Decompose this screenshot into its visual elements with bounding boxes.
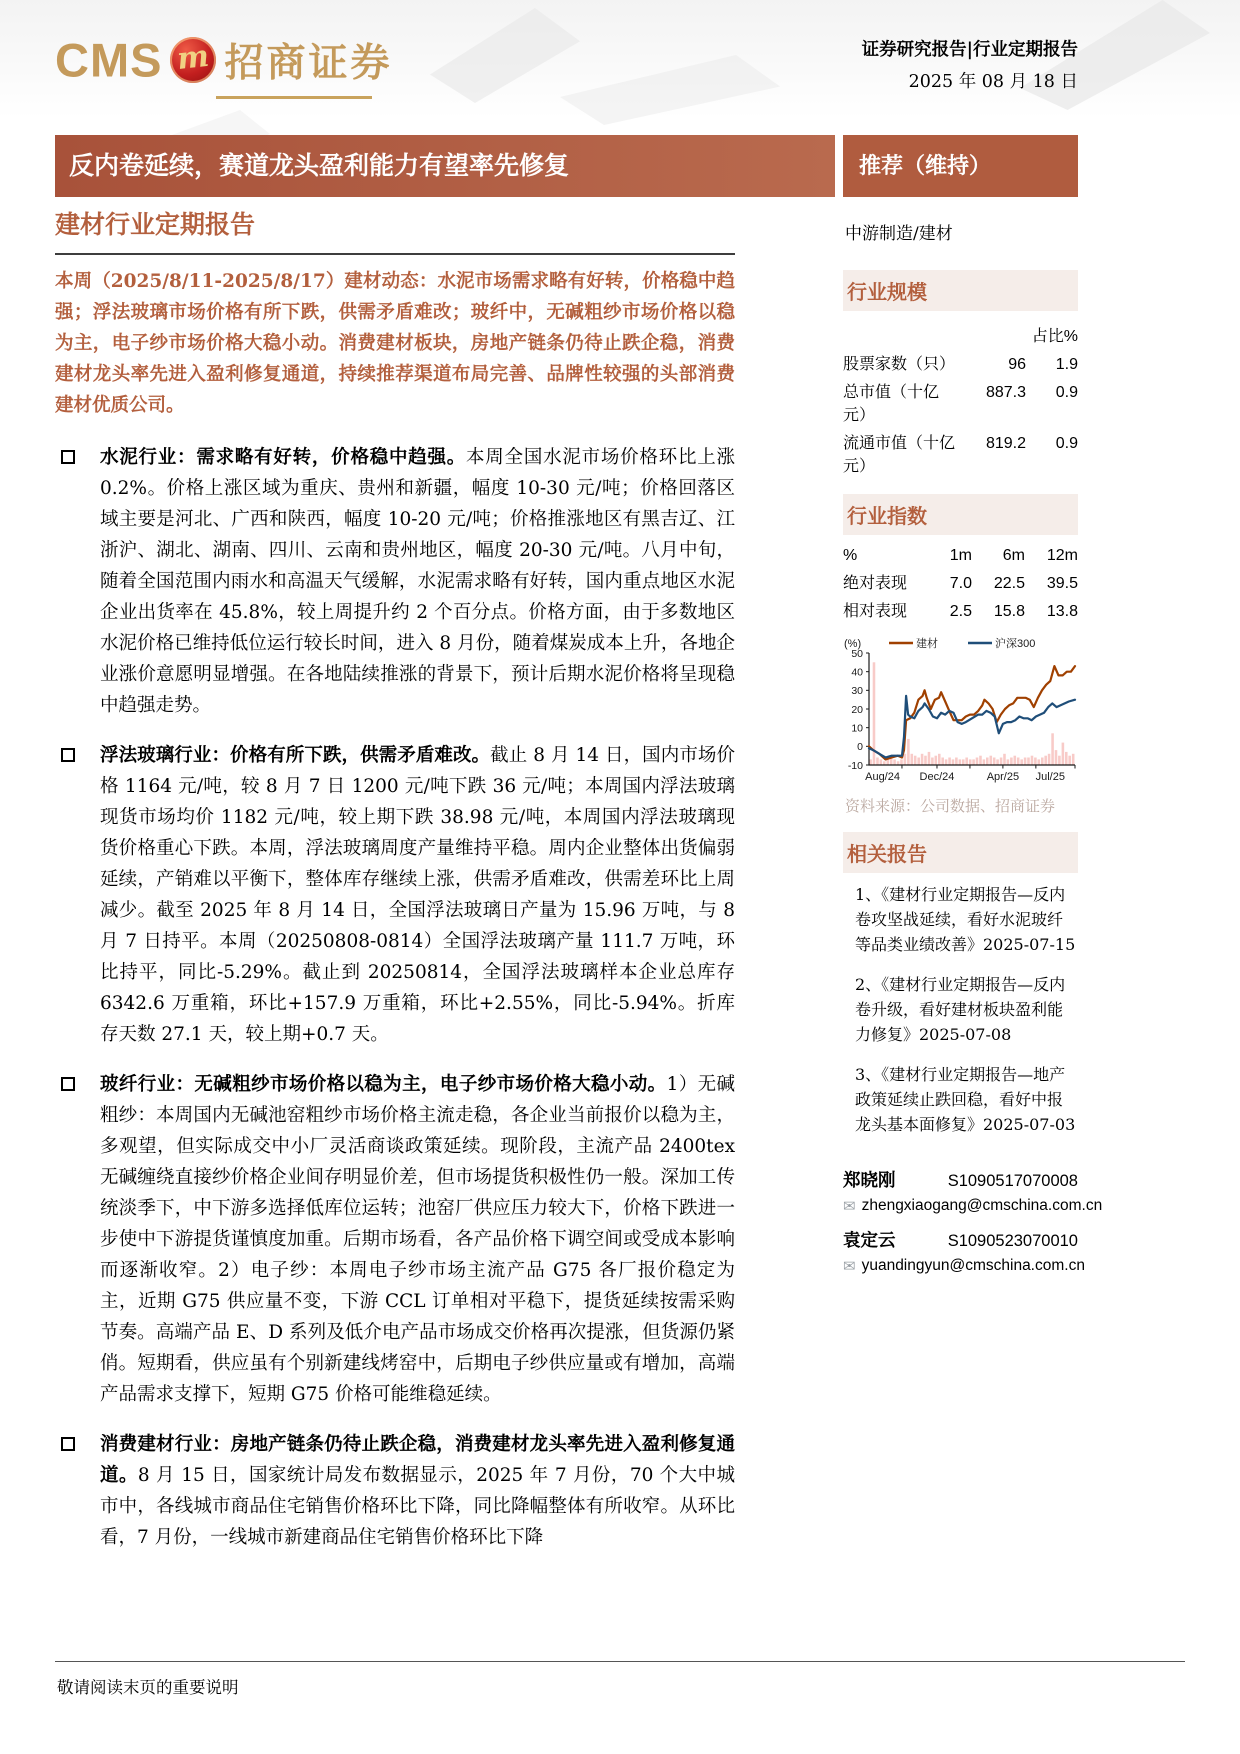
analyst-cert: S1090523070010 <box>947 1232 1078 1250</box>
analyst-row <box>843 1167 1078 1192</box>
analyst-email-row <box>843 1197 1103 1215</box>
svg-text:40: 40 <box>851 666 863 679</box>
sidebar <box>843 203 1103 1275</box>
svg-text:50: 50 <box>851 647 863 660</box>
weekly-summary: 本周（2025/8/11-2025/8/17）建材动态：水泥市场需求略有好转，价格稳中趋强；浮法玻璃市场价格有所下跌，供需矛盾难改；玻纤中，无碱粗纱市场价格以稳为主，电子纱市场价格大稳小动。消费建材板块，房地产链条仍待止跌企稳，消费建材龙头率先进入盈利修复通道，持续推荐渠道布局完善、品牌性较强的头部消费建材优质公司。 <box>55 271 735 416</box>
main-column <box>55 203 735 1650</box>
svg-text:建材: 建材 <box>916 638 938 650</box>
section-body: 1）无碱粗纱：本周国内无碱池窑粗纱市场价格主流走稳，各企业当前报价以稳为主，多观望，但实际成交中小厂灵活商谈政策延续。现阶段，主流产品 2400tex 无碱缠绕直接纱价格企业间存明显价差，但市场提货积极性仍一般。深加工传统淡季下，中下游多选择低库位运转；池窑厂供应压力较大下，价格下跌进一步使中下游提货谨慎度加重。后期市场看，各产品价格下调空间或受成本影响而逐渐收窄。2）电子纱：本周电子纱市场主流产品 G75 各厂报价稳定为主，近期 G75 供应量不变，下游 CCL 订单相对平稳下，提货延续按需采购节奏。高端产品 E、D 系列及低介电产品市场成交价格再次提涨，但货源仍紧俏。短期看，供应虽有个别新建线烤窑中，后期电子纱供应量或有增加，高端产品需求支撑下，短期 G75 价格可能维稳延续。 <box>100 1074 735 1405</box>
svg-text:(%): (%) <box>844 638 862 650</box>
analyst-cert: S1090517070008 <box>947 1172 1078 1190</box>
analyst-name: 袁定云 <box>843 1231 896 1251</box>
logo-underline <box>216 96 372 99</box>
section-title: 消费建材行业：房地产链条仍待止跌企稳，消费建材龙头率先进入盈利修复通道。 <box>100 1434 735 1486</box>
svg-text:沪深300: 沪深300 <box>995 638 1036 650</box>
related-reports-heading: 相关报告 <box>843 832 1078 873</box>
svg-text:-10: -10 <box>847 759 863 772</box>
brand-name: 招商证券 <box>224 40 393 86</box>
footer-note: 敬请阅读末页的重要说明 <box>57 1678 239 1697</box>
table-header-row: % 1m 6m 12m <box>843 546 1078 564</box>
bullet-square-icon <box>61 450 75 464</box>
section-consumer-materials <box>55 1429 735 1553</box>
table-row: 总市值（十亿元） 887.3 0.9 <box>843 381 1078 424</box>
industry-scale-heading: 行业规模 <box>843 270 1078 311</box>
svg-text:0: 0 <box>857 741 863 754</box>
analyst-email[interactable]: yuandingyun@cmschina.com.cn <box>861 1257 1085 1274</box>
cms-logo <box>55 32 392 92</box>
section-title: 浮法玻璃行业：价格有所下跌，供需矛盾难改。 <box>100 745 491 766</box>
analyst-row <box>843 1227 1078 1252</box>
section-body: 本周全国水泥市场价格环比上涨 0.2%。价格上涨区域为重庆、贵州和新疆，幅度 10-30 元/吨；价格回落区域主要是河北、广西和陕西，幅度 10-20 元/吨；价格推涨地区有黑吉辽、江浙沪、湖北、湖南、四川、云南和贵州地区，幅度 20-30 元/吨。八月中旬，随着全国范围内雨水和高温天气缓解，水泥需求略有好转，国内重点地区水泥企业出货率在 45.8%，较上周提升约 2 个百分点。价格方面，由于多数地区水泥价格已维持低位运行较长时间，进入 8 月份，随着煤炭成本上升，各地企业涨价意愿明显增强。在各地陆续推涨的背景下，预计后期水泥价格将呈现稳中趋强走势。 <box>100 447 735 716</box>
report-item: 2、《建材行业定期报告—反内卷升级，看好建材板块盈利能力修复》2025-07-08 <box>855 975 1066 1044</box>
analyst-email-row <box>843 1257 1085 1275</box>
section-body: 8 月 15 日，国家统计局发布数据显示，2025 年 7 月份，70 个大中城市中，各线城市商品住宅销售价格环比下降，同比降幅整体有所收窄。从环比看，7 月份，一线城市新建商品住宅销售价格环比下降 <box>100 1465 735 1548</box>
table-row: 流通市值（十亿元） 819.2 0.9 <box>843 432 1078 475</box>
section-body: 截止 8 月 14 日，国内市场价格 1164 元/吨，较 8 月 7 日 1200 元/吨下跌 36 元/吨；本周国内浮法玻璃现货市场均价 1182 元/吨，较上期下跌 38.98 元/吨，本周国内浮法玻璃现货价格重心下跌。本周，浮法玻璃周度产量维持平稳。周内企业整体出货偏弱延续，产销难以平衡下，整体库存继续上涨，供需矛盾难改，供需差环比上周减少。截至 2025 年 8 月 14 日，全国浮法玻璃日产量为 15.96 万吨，与 8 月 7 日持平。本周（20250808-0814）全国浮法玻璃产量 111.7 万吨，环比持平，同比-5.29%。截止到 20250814，全国浮法玻璃样本企业总库存 6342.6 万重箱，环比+157.9 万重箱，环比+2.55%，同比-5.94%。折库存天数 27.1 天，较上期+0.7 天。 <box>100 745 735 1045</box>
section-fiberglass <box>55 1069 735 1410</box>
footer-divider <box>55 1661 1185 1662</box>
svg-text:Aug/24: Aug/24 <box>865 771 900 783</box>
section-title: 水泥行业：需求略有好转，价格稳中趋强。 <box>100 447 467 468</box>
performance-chart <box>843 637 1078 791</box>
email-icon: ✉ <box>843 1198 856 1215</box>
table-row: 绝对表现 7.0 22.5 39.5 <box>843 572 1078 592</box>
cms-emblem-icon: m <box>170 37 216 83</box>
svg-text:30: 30 <box>851 685 863 698</box>
section-title: 玻纤行业：无碱粗纱市场价格以稳为主，电子纱市场价格大稳小动。 <box>100 1074 667 1095</box>
industry-index-table <box>843 544 1078 623</box>
report-title-banner: 反内卷延续，赛道龙头盈利能力有望率先修复 <box>55 135 835 197</box>
sector-label: 中游制造/建材 <box>845 224 953 244</box>
bullet-square-icon <box>61 748 75 762</box>
svg-text:Apr/25: Apr/25 <box>986 771 1020 783</box>
report-subtitle: 建材行业定期报告 <box>55 210 256 239</box>
analysts-block <box>843 1167 1103 1275</box>
svg-text:Jul/25: Jul/25 <box>1035 771 1065 783</box>
rating-badge: 推荐（维持） <box>843 135 1078 197</box>
col-header-pct: 占比% <box>1031 327 1078 345</box>
industry-index-heading: 行业指数 <box>843 494 1078 535</box>
analyst-name: 郑晓刚 <box>843 1171 896 1191</box>
report-date: 2025 年 08 月 18 日 <box>908 72 1078 92</box>
industry-scale-table <box>843 320 1078 478</box>
bullet-square-icon <box>61 1437 75 1451</box>
related-reports-list <box>843 882 1078 1137</box>
table-row: 股票家数（只） 96 1.9 <box>843 353 1078 373</box>
section-cement <box>55 442 735 721</box>
report-type: 证券研究报告|行业定期报告 <box>861 40 1078 60</box>
bullet-square-icon <box>61 1077 75 1091</box>
email-icon: ✉ <box>843 1258 856 1275</box>
svg-text:10: 10 <box>851 722 863 735</box>
chart-source-note: 资料来源：公司数据、招商证券 <box>845 797 1056 815</box>
cms-logo-text: CMS <box>55 33 163 87</box>
svg-text:Dec/24: Dec/24 <box>919 771 955 783</box>
table-header-row <box>843 320 1078 348</box>
analyst-email[interactable]: zhengxiaogang@cmschina.com.cn <box>861 1197 1103 1214</box>
report-item: 1、《建材行业定期报告—反内卷攻坚战延续，看好水泥玻纤等品类业绩改善》2025-07-15 <box>855 885 1076 954</box>
table-row: 相对表现 2.5 15.8 13.8 <box>843 600 1078 620</box>
section-float-glass <box>55 740 735 1050</box>
svg-text:20: 20 <box>851 703 863 716</box>
report-item: 3、《建材行业定期报告—地产政策延续止跌回稳，看好中报龙头基本面修复》2025-07-03 <box>855 1065 1076 1134</box>
divider <box>55 253 735 255</box>
